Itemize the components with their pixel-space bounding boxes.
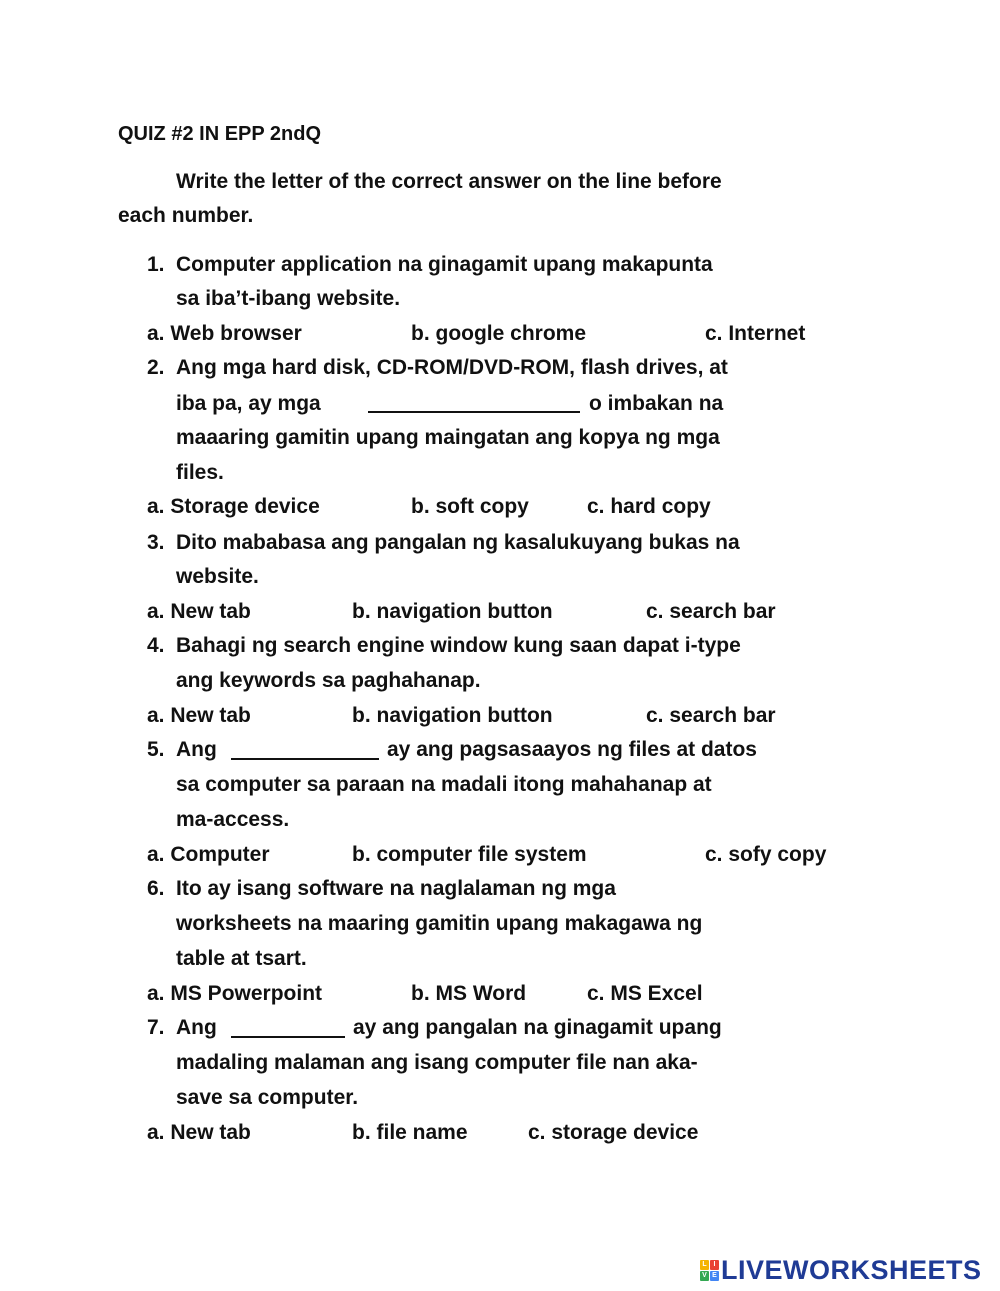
choice-b: b. navigation button (352, 704, 553, 727)
choice-b: b. google chrome (411, 322, 587, 345)
question-number: 3. (147, 531, 165, 554)
question-text: Ito ay isang software na naglalaman ng mga (176, 877, 616, 900)
instruction-line-2: each number. (118, 204, 254, 227)
choice-c: c. hard copy (587, 495, 711, 518)
choice-a: a. New tab (147, 1121, 251, 1144)
logo-block: E (710, 1271, 719, 1281)
instruction-line-1: Write the letter of the correct answer on the line before (176, 170, 722, 193)
question-number: 4. (147, 634, 165, 657)
question-number: 6. (147, 877, 165, 900)
question-text: worksheets na maaring gamitin upang makagawa ng (176, 912, 703, 935)
choice-b: b. soft copy (411, 495, 529, 518)
answer-blank (368, 393, 580, 413)
choice-a: a. New tab (147, 704, 251, 727)
answer-blank (231, 1018, 345, 1038)
question-text: save sa computer. (176, 1086, 359, 1109)
question-number: 5. (147, 738, 165, 761)
choice-c: c. search bar (646, 704, 776, 727)
choice-b: b. computer file system (352, 843, 587, 866)
question-text: Ang (176, 1016, 217, 1039)
question-number: 2. (147, 356, 165, 379)
choice-b: b. file name (352, 1121, 468, 1144)
choice-c: c. search bar (646, 600, 776, 623)
logo-blocks-icon (700, 1260, 719, 1281)
question-text: website. (176, 565, 259, 588)
question-text: Ang (176, 738, 217, 761)
question-text: table at tsart. (176, 947, 307, 970)
logo-block: L (700, 1260, 709, 1270)
question-text: o imbakan na (589, 392, 724, 415)
choice-b: b. navigation button (352, 600, 553, 623)
question-text: madaling malaman ang isang computer file nan aka- (176, 1051, 698, 1074)
question-text: Bahagi ng search engine window kung saan dapat i-type (176, 634, 741, 657)
choice-c: c. Internet (705, 322, 806, 345)
choice-a: a. New tab (147, 600, 251, 623)
choice-a: a. MS Powerpoint (147, 982, 323, 1005)
question-text: ay ang pangalan na ginagamit upang (353, 1016, 722, 1039)
choice-a: a. Computer (147, 843, 270, 866)
logo-block: V (700, 1271, 709, 1281)
choice-c: c. storage device (528, 1121, 699, 1144)
answer-blank (231, 740, 379, 760)
question-text: sa iba’t-ibang website. (176, 287, 401, 310)
page-title: QUIZ #2 IN EPP 2ndQ (118, 123, 322, 145)
question-text: sa computer sa paraan na madali itong mahahanap at (176, 773, 712, 796)
question-text: ang keywords sa paghahanap. (176, 669, 481, 692)
question-text: maaaring gamitin upang maingatan ang kopya ng mga (176, 426, 720, 449)
choice-c: c. MS Excel (587, 982, 703, 1005)
logo-block: I (710, 1260, 719, 1270)
question-number: 7. (147, 1016, 165, 1039)
question-text: Computer application na ginagamit upang makapunta (176, 253, 713, 276)
question-text: ma-access. (176, 808, 290, 831)
question-text: Dito mababasa ang pangalan ng kasalukuyang bukas na (176, 531, 740, 554)
choice-a: a. Web browser (147, 322, 302, 345)
question-text: ay ang pagsasaayos ng files at datos (387, 738, 757, 761)
choice-c: c. sofy copy (705, 843, 827, 866)
question-number: 1. (147, 253, 165, 276)
choice-b: b. MS Word (411, 982, 527, 1005)
question-text: Ang mga hard disk, CD-ROM/DVD-ROM, flash drives, at (176, 356, 728, 379)
liveworksheets-logo (700, 1255, 982, 1286)
choice-a: a. Storage device (147, 495, 320, 518)
question-text: iba pa, ay mga (176, 392, 321, 415)
question-text: files. (176, 461, 224, 484)
logo-text: LIVEWORKSHEETS (721, 1255, 982, 1285)
